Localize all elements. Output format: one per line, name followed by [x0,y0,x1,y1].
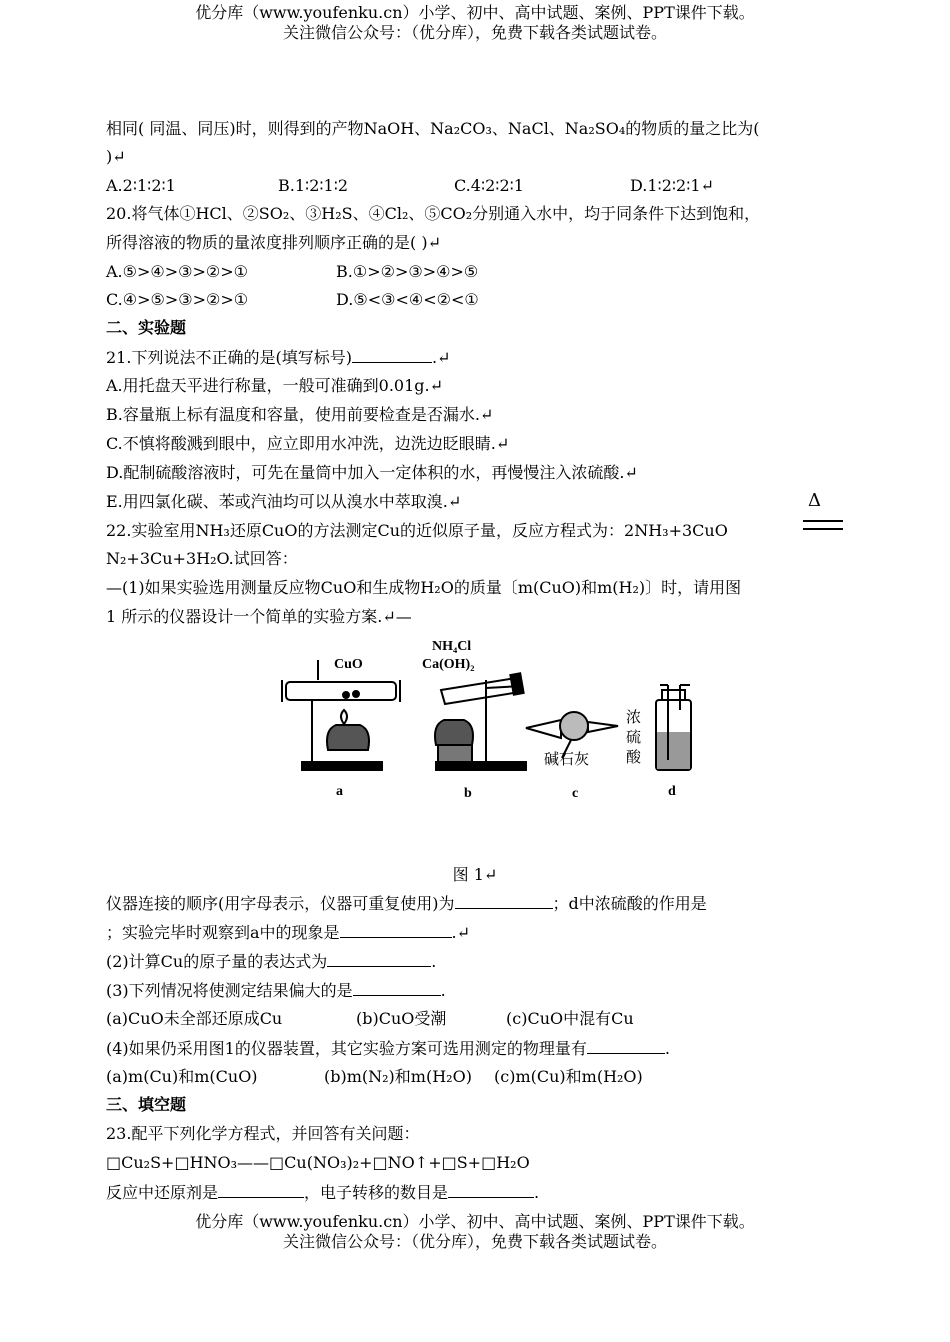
q19-option-d: D.1∶2∶2∶1↵ [630,176,714,195]
q23-end: . [534,1183,540,1202]
q22-p3-option-c: (c)CuO中混有Cu [506,1009,634,1028]
q23-equation: □Cu₂S+□HNO₃——□Cu(NO₃)₂+□NO↑+□S+□H₂O [106,1153,530,1172]
q22-p4-end: . [664,1039,670,1058]
tube-a [286,682,396,700]
q22-line-2: N₂+3Cu+3H₂O.试回答： [106,549,298,568]
q21-stem-end: .↵ [431,348,451,367]
q22-p1b: ；d中浓硫酸的作用是 [552,894,707,913]
q20-text-1: 20.将气体①HCl、②SO₂、③H₂S、④Cl₂、⑤CO₂分别通入水中，均于同条件下达到饱和， [106,204,761,223]
q20-option-a: A.⑤>④>③>②>① [106,262,248,281]
equation-double-bar [803,520,843,530]
q22-p3-option-b: (b)CuO受潮 [356,1009,447,1028]
q19-text-1: 相同( 同温、同压)时，则得到的产物NaOH、Na₂CO₃、NaCl、Na₂SO₄的物质的量之比为( [106,119,760,138]
q22-p2 [106,950,436,973]
letter-a: a [336,784,343,799]
q22-p1c: ；实验完毕时观察到a中的现象是 [106,923,340,942]
header-line-1: 优分库（www.youfenku.cn）小学、初中、高中试题、案例、PPT课件下载。 [195,3,755,22]
q19-option-b: B.1∶2∶1∶2 [278,176,349,195]
letter-d: d [668,784,676,799]
label-acid-1: 浓 [626,708,642,726]
footer-line-2: 关注微信公众号：（优分库），免费下载各类试题试卷。 [282,1232,667,1251]
label-soda-lime: 碱石灰 [544,750,590,768]
q20-option-b: B.①>②>③>④>⑤ [336,262,479,281]
test-tube-b [441,678,520,704]
label-acid-2: 硫 [626,728,642,746]
q22-p4 [106,1037,670,1060]
label-acid-3: 酸 [626,748,642,766]
q21-option-c: C.不慎将酸溅到眼中，应立即用水冲洗，边洗边眨眼睛.↵ [106,434,510,453]
q22-p2-end: . [431,952,437,971]
q22-p4-option-c: (c)m(Cu)和m(H₂O) [494,1067,643,1086]
q22-line-3: —(1)如果实验选用测量反应物CuO和生成物H₂O的质量〔m(CuO)和m(H₂)〕时，请用图 [106,578,742,597]
q23-stem: 23.配平下列化学方程式，并回答有关问题： [106,1124,420,1143]
q22-line-4: 1 所示的仪器设计一个简单的实验方案.↵— [106,607,412,626]
letter-c: c [572,786,579,801]
label-nh4cl: NH₄Cl [432,640,472,654]
q19-option-c: C.4∶2∶2∶1 [454,176,524,195]
q20-options-cd [106,289,479,311]
q22-p1-line-1 [106,892,707,915]
label-cuo: CuO [334,657,363,672]
q22-line-1: 22.实验室用NH₃还原CuO的方法测定Cu的近似原子量，反应方程式为：2NH₃+3CuO [106,521,728,540]
q22-p1a: 仪器连接的顺序(用字母表示，仪器可重复使用)为 [106,894,455,913]
q22-p1d: .↵ [451,923,471,942]
q22-p3 [106,979,446,1002]
section-3-heading: 三、填空题 [106,1095,187,1114]
q20-option-d: D.⑤<③<④<②<① [336,290,479,309]
q22-p1-line-2 [106,921,470,944]
order-answer-blank[interactable] [455,892,553,909]
expression-answer-blank[interactable] [327,950,431,967]
q22-p4-option-a: (a)m(Cu)和m(CuO) [106,1067,258,1086]
q22-p2-text: (2)计算Cu的原子量的表达式为 [106,952,328,971]
q22-p3-option-a: (a)CuO未全部还原成Cu [106,1009,283,1028]
q22-p4-text: (4)如果仍采用图1的仪器装置，其它实验方案可选用测定的物理量有 [106,1039,587,1058]
phenomenon-answer-blank[interactable] [340,921,452,938]
drying-tube-c [560,712,588,740]
header-line-2: 关注微信公众号：（优分库），免费下载各类试题试卷。 [282,23,667,42]
reaction-condition-delta: Δ [808,490,821,511]
reducing-agent-blank[interactable] [218,1181,304,1198]
figure-caption: 图 1↵ [452,865,498,884]
q21-answer-blank[interactable] [352,346,432,363]
q22-p4-options [106,1066,643,1088]
q21-option-b: B.容量瓶上标有温度和容量，使用前要检查是否漏水.↵ [106,405,494,424]
q22-p3-end: . [440,981,446,1000]
electron-count-blank[interactable] [448,1181,534,1198]
q22-p3-options [106,1008,634,1030]
q21-option-e: E.用四氯化碳、苯或汽油均可以从溴水中萃取溴.↵ [106,492,462,511]
q23-qa: 反应中还原剂是 [106,1183,219,1202]
q19-text-2: )↵ [106,147,126,166]
quantity-answer-blank[interactable] [587,1037,665,1054]
q20-options-ab [106,261,478,283]
section-2-heading: 二、实验题 [106,318,187,337]
q23-question [106,1181,539,1204]
q19-options [106,175,714,197]
q21-stem-text: 21.下列说法不正确的是(填写标号) [106,348,352,367]
footer-line-1: 优分库（www.youfenku.cn）小学、初中、高中试题、案例、PPT课件下载。 [195,1212,755,1231]
q19-option-a: A.2∶1∶2∶1 [106,176,176,195]
apparatus-figure [276,640,696,805]
q20-option-c: C.④>⑤>③>②>① [106,290,249,309]
bias-answer-blank[interactable] [353,979,441,996]
q20-text-2: 所得溶液的物质的量浓度排列顺序正确的是( )↵ [106,233,441,252]
q23-qb: ，电子转移的数目是 [304,1183,449,1202]
q21-option-d: D.配制硫酸溶液时，可先在量筒中加入一定体积的水，再慢慢注入浓硫酸.↵ [106,463,638,482]
label-caoh2: Ca(OH)₂ [422,657,475,672]
q21-stem [106,346,450,369]
q22-p4-option-b: (b)m(N₂)和m(H₂O) [324,1067,472,1086]
q22-p3-text: (3)下列情况将使测定结果偏大的是 [106,981,353,1000]
q21-option-a: A.用托盘天平进行称量，一般可准确到0.01g.↵ [106,376,444,395]
letter-b: b [464,786,472,801]
